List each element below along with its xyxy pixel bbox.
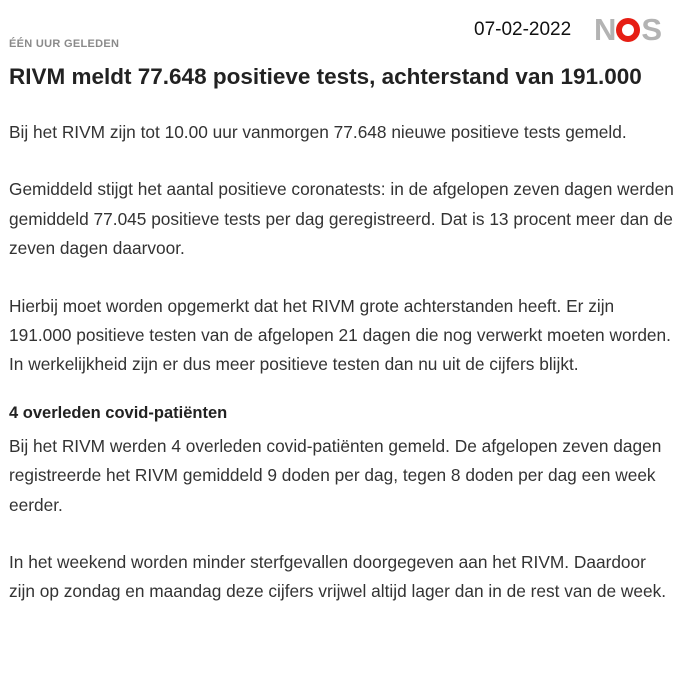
- date-overlay: 07-02-2022: [474, 19, 572, 40]
- paragraph-5: In het weekend worden minder sterfgevallen doorgegeven aan het RIVM. Daardoor zijn op zondag en maandag deze cijfers vrijwel altijd lager dan in de rest van de week.: [9, 552, 667, 602]
- logo-letter-s: S: [641, 12, 662, 47]
- article-body: [9, 118, 674, 635]
- paragraph-1: Bij het RIVM zijn tot 10.00 uur vanmorgen 77.648 nieuwe positieve tests gemeld.: [9, 122, 627, 142]
- paragraph-2: Gemiddeld stijgt het aantal positieve coronatests: in de afgelopen zeven dagen werden gemiddeld 77.045 positieve tests per dag geregistreerd. Dat is 13 procent meer dan de zeven dagen daarvoor.: [9, 179, 674, 259]
- subheading: 4 overleden covid-patiënten: [9, 403, 228, 422]
- paragraph-4: Bij het RIVM werden 4 overleden covid-patiënten gemeld. De afgelopen zeven dagen registreerde het RIVM gemiddeld 9 doden per dag, tegen 8 doden per dag een week eerder.: [9, 435, 662, 515]
- logo-o-icon: [616, 18, 640, 42]
- article-title: RIVM meldt 77.648 positieve tests, achterstand van 191.000: [9, 64, 642, 89]
- logo-letter-n: N: [594, 12, 616, 47]
- nos-logo: [594, 13, 661, 47]
- timestamp: ÉÉN UUR GELEDEN: [9, 38, 120, 50]
- paragraph-3: Hierbij moet worden opgemerkt dat het RIVM grote achterstanden heeft. Er zijn 191.000 positieve testen van de afgelopen 21 dagen die nog verwerkt moeten worden. In werkelijkheid zijn er dus meer positieve testen dan nu uit de cijfers blijkt.: [9, 295, 671, 375]
